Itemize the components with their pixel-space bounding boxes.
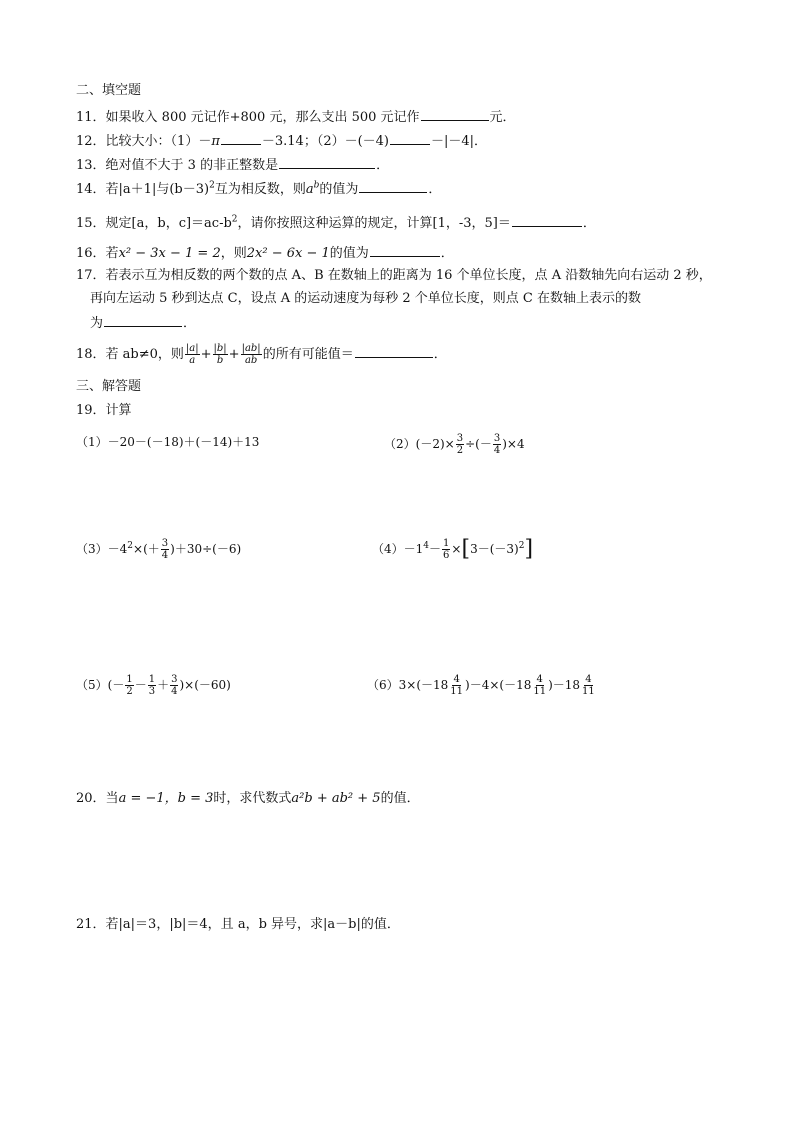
fraction: $\frac{3}{2}$ xyxy=(456,433,464,456)
fraction: $\frac{3}{4}$ xyxy=(493,433,501,456)
question-number: 21． xyxy=(76,917,106,932)
question-number: 19． xyxy=(76,403,106,418)
answer-blank[interactable] xyxy=(279,155,375,169)
fraction: $\frac{4}{11}$ xyxy=(450,674,464,697)
question-number: 20． xyxy=(76,791,106,806)
question-number: 11． xyxy=(76,110,106,125)
section-answer-title: 三、解答题 xyxy=(76,379,142,394)
right-bracket: ] xyxy=(524,536,534,562)
question-19: 19．计算 xyxy=(76,403,132,418)
question-20: 20．当a = −1，b = 3时，求代数式a²b + ab² + 5的值． xyxy=(76,791,420,806)
question-text: 如果收入 800 元记作+800 元，那么支出 500 元记作 xyxy=(105,110,420,125)
fraction: $\frac{|b|}{b}$ xyxy=(213,343,227,366)
answer-blank[interactable] xyxy=(355,344,433,358)
answer-blank[interactable] xyxy=(104,313,182,327)
answer-blank[interactable] xyxy=(390,131,430,145)
problem-19-3: $(3)-4^2\times(+$ $\frac{3}{4}$ )＋30÷(－6) xyxy=(76,538,242,561)
question-14: 14．若|a＋1|与$(b-3)^2$互为相反数，则$a^b$的值为 ． xyxy=(76,180,442,197)
question-number: 13． xyxy=(76,158,106,173)
answer-blank[interactable] xyxy=(221,131,261,145)
problem-19-6: （6）3×(－18 $\frac{4}{11}$ )－4×(－18 $\frac{4}{11}$ )－18 $\frac{4}{11}$ xyxy=(367,674,595,697)
fraction: $\frac{1}{3}$ xyxy=(148,674,156,697)
fraction: $\frac{1}{2}$ xyxy=(126,674,133,697)
question-15: 15．规定[a，b，$c]=ac-b^2$，请你按照这种运算的规定，计算[1，-3，5]＝ ． xyxy=(76,214,596,231)
question-17-line-3: 为 ． xyxy=(90,313,196,333)
question-number: 14． xyxy=(76,182,106,197)
question-18: 18．若 ab≠0，则 $\frac{|a|}{a}$ + $\frac{|b|}{b}$ + $\frac{|ab|}{ab}$ 的所有可能值＝ ． xyxy=(76,343,447,366)
fraction: $\frac{3}{4}$ xyxy=(161,538,169,561)
fraction: $\frac{4}{11}$ xyxy=(582,674,595,697)
problem-19-5: （5）(－ $\frac{1}{2}$ － $\frac{1}{3}$ ＋ $\frac{3}{4}$ )×(－60) xyxy=(76,674,231,697)
question-number: 16． xyxy=(76,246,106,261)
fraction: $\frac{3}{4}$ xyxy=(171,674,178,697)
left-bracket: [ xyxy=(461,536,471,562)
answer-blank[interactable] xyxy=(370,243,440,257)
answer-blank[interactable] xyxy=(512,213,582,227)
question-number: 12． xyxy=(76,134,106,149)
section-fill-title: 二、填空题 xyxy=(76,83,142,98)
problem-19-2: （2）(－2)× $\frac{3}{2}$ ÷(－ $\frac{3}{4}$ )×4 xyxy=(384,433,525,456)
question-16: 16．若x² − 3x − 1 = 2，则2x² − 6x − 1的值为 ． xyxy=(76,243,454,263)
problem-19-1: （1）－20－(－18)＋(－14)＋13 xyxy=(76,435,260,449)
question-12: 12．比较大小：（1）－π －3.14；（2）－(－4) －|－4|． xyxy=(76,131,487,151)
question-number: 17． xyxy=(76,268,106,283)
problem-19-4: $(4)-1^4-$ $\frac{1}{6}$ $\times[3-(-3)^2]$ xyxy=(372,536,534,562)
fraction: $\frac{4}{11}$ xyxy=(533,674,547,697)
fraction: $\frac{|a|}{a}$ xyxy=(185,343,199,366)
question-number: 18． xyxy=(76,347,106,362)
fraction: $\frac{1}{6}$ xyxy=(443,538,450,561)
question-11: 11．如果收入 800 元记作+800 元，那么支出 500 元记作 元． xyxy=(76,107,516,127)
question-17-line-1: 17．若表示互为相反数的两个数的点 A、B 在数轴上的距离为 16 个单位长度，点 A 沿数轴先向右运动 2 秒， xyxy=(76,268,712,283)
question-17-line-2: 再向左运动 5 秒到达点 C，设点 A 的运动速度为每秒 2 个单位长度，则点 C 在数轴上表示的数 xyxy=(90,291,642,306)
fraction: $\frac{|ab|}{ab}$ xyxy=(241,343,261,366)
answer-blank[interactable] xyxy=(359,179,427,193)
question-13: 13．绝对值不大于 3 的非正整数是 ． xyxy=(76,155,389,175)
question-21: 21．若|a|＝3，|b|＝4，且 a，b 异号，求|a－b|的值． xyxy=(76,917,400,932)
question-number: 15． xyxy=(76,216,106,231)
answer-blank[interactable] xyxy=(421,107,489,121)
